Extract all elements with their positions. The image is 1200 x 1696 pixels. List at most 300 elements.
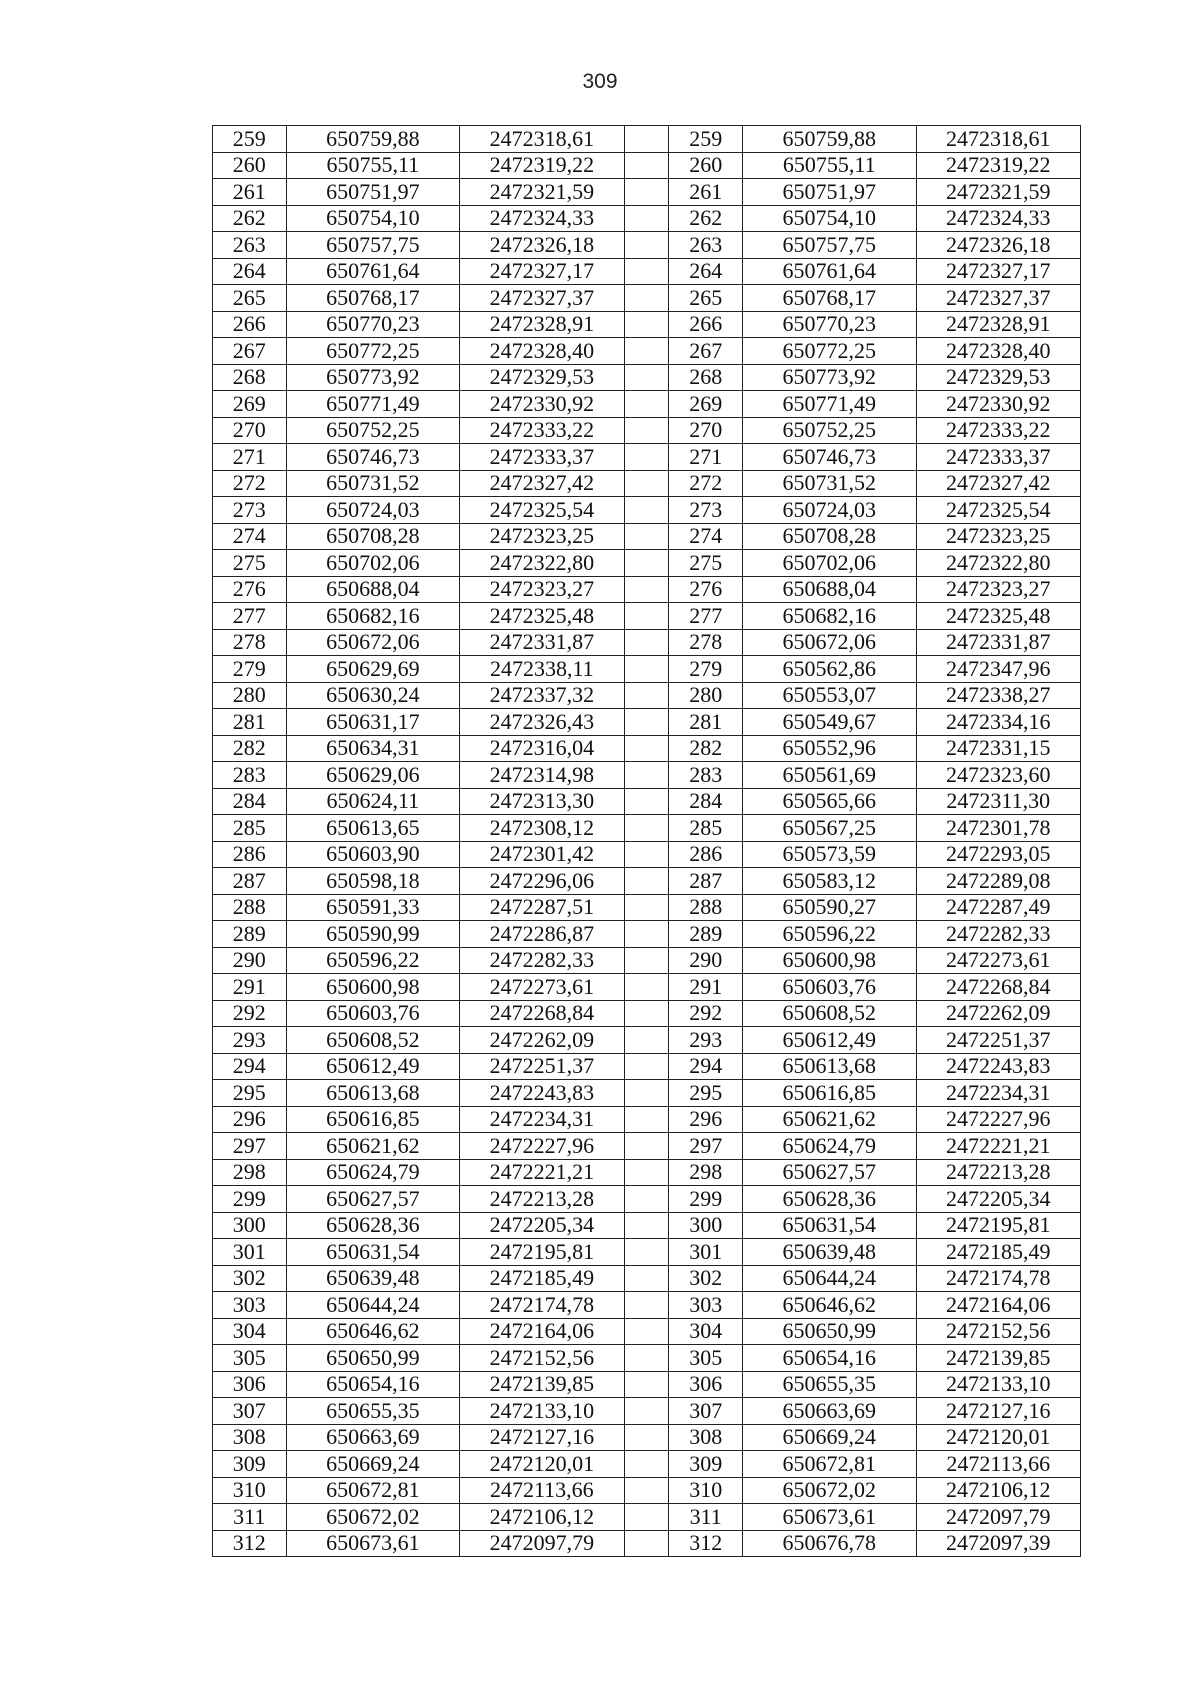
point-number-right: 272 [669, 470, 743, 497]
table-row [213, 1398, 1081, 1425]
y-coordinate-left: 2472234,31 [460, 1106, 624, 1133]
point-number-left: 303 [213, 1292, 287, 1319]
separator-cell [624, 1053, 669, 1080]
y-coordinate-right: 2472323,25 [916, 523, 1080, 550]
point-number-right: 287 [669, 868, 743, 895]
y-coordinate-right: 2472262,09 [916, 1000, 1080, 1027]
table-row [213, 364, 1081, 391]
point-number-left: 296 [213, 1106, 287, 1133]
point-number-right: 310 [669, 1477, 743, 1504]
separator-cell [624, 709, 669, 736]
point-number-right: 288 [669, 894, 743, 921]
point-number-left: 305 [213, 1345, 287, 1372]
y-coordinate-left: 2472338,11 [460, 656, 624, 683]
y-coordinate-left: 2472333,22 [460, 417, 624, 444]
y-coordinate-right: 2472139,85 [916, 1345, 1080, 1372]
y-coordinate-right: 2472287,49 [916, 894, 1080, 921]
separator-cell [624, 841, 669, 868]
point-number-right: 278 [669, 629, 743, 656]
x-coordinate-left: 650752,25 [286, 417, 460, 444]
point-number-right: 277 [669, 603, 743, 630]
y-coordinate-left: 2472329,53 [460, 364, 624, 391]
y-coordinate-left: 2472268,84 [460, 1000, 624, 1027]
separator-cell [624, 1159, 669, 1186]
y-coordinate-left: 2472301,42 [460, 841, 624, 868]
x-coordinate-right: 650682,16 [742, 603, 916, 630]
y-coordinate-left: 2472152,56 [460, 1345, 624, 1372]
y-coordinate-right: 2472311,30 [916, 788, 1080, 815]
point-number-right: 289 [669, 921, 743, 948]
x-coordinate-right: 650761,64 [742, 258, 916, 285]
x-coordinate-left: 650590,99 [286, 921, 460, 948]
separator-cell [624, 364, 669, 391]
point-number-left: 261 [213, 179, 287, 206]
y-coordinate-right: 2472251,37 [916, 1027, 1080, 1054]
point-number-left: 283 [213, 762, 287, 789]
x-coordinate-left: 650771,49 [286, 391, 460, 418]
y-coordinate-right: 2472321,59 [916, 179, 1080, 206]
separator-cell [624, 126, 669, 153]
x-coordinate-right: 650676,78 [742, 1530, 916, 1557]
table-row [213, 152, 1081, 179]
point-number-right: 295 [669, 1080, 743, 1107]
point-number-left: 298 [213, 1159, 287, 1186]
x-coordinate-right: 650600,98 [742, 947, 916, 974]
y-coordinate-right: 2472152,56 [916, 1318, 1080, 1345]
y-coordinate-left: 2472326,43 [460, 709, 624, 736]
x-coordinate-left: 650608,52 [286, 1027, 460, 1054]
x-coordinate-left: 650628,36 [286, 1212, 460, 1239]
separator-cell [624, 1212, 669, 1239]
y-coordinate-right: 2472319,22 [916, 152, 1080, 179]
separator-cell [624, 1371, 669, 1398]
separator-cell [624, 258, 669, 285]
x-coordinate-right: 650708,28 [742, 523, 916, 550]
x-coordinate-right: 650565,66 [742, 788, 916, 815]
point-number-left: 306 [213, 1371, 287, 1398]
y-coordinate-right: 2472334,16 [916, 709, 1080, 736]
point-number-right: 267 [669, 338, 743, 365]
y-coordinate-right: 2472282,33 [916, 921, 1080, 948]
y-coordinate-left: 2472325,48 [460, 603, 624, 630]
x-coordinate-left: 650650,99 [286, 1345, 460, 1372]
y-coordinate-left: 2472323,27 [460, 576, 624, 603]
x-coordinate-right: 650627,57 [742, 1159, 916, 1186]
y-coordinate-right: 2472164,06 [916, 1292, 1080, 1319]
table-row [213, 550, 1081, 577]
point-number-right: 274 [669, 523, 743, 550]
x-coordinate-right: 650688,04 [742, 576, 916, 603]
x-coordinate-left: 650630,24 [286, 682, 460, 709]
point-number-left: 268 [213, 364, 287, 391]
table-row [213, 629, 1081, 656]
x-coordinate-left: 650646,62 [286, 1318, 460, 1345]
table-row [213, 1451, 1081, 1478]
x-coordinate-left: 650612,49 [286, 1053, 460, 1080]
x-coordinate-right: 650603,76 [742, 974, 916, 1001]
x-coordinate-right: 650561,69 [742, 762, 916, 789]
table-row [213, 1212, 1081, 1239]
y-coordinate-right: 2472106,12 [916, 1477, 1080, 1504]
y-coordinate-right: 2472325,54 [916, 497, 1080, 524]
y-coordinate-right: 2472324,33 [916, 205, 1080, 232]
y-coordinate-left: 2472321,59 [460, 179, 624, 206]
point-number-left: 308 [213, 1424, 287, 1451]
y-coordinate-left: 2472314,98 [460, 762, 624, 789]
point-number-left: 290 [213, 947, 287, 974]
point-number-right: 264 [669, 258, 743, 285]
x-coordinate-right: 650613,68 [742, 1053, 916, 1080]
point-number-left: 297 [213, 1133, 287, 1160]
y-coordinate-left: 2472327,17 [460, 258, 624, 285]
table-row [213, 258, 1081, 285]
point-number-left: 295 [213, 1080, 287, 1107]
x-coordinate-left: 650596,22 [286, 947, 460, 974]
table-row [213, 921, 1081, 948]
point-number-left: 277 [213, 603, 287, 630]
coordinates-table-body [213, 126, 1081, 1557]
point-number-right: 305 [669, 1345, 743, 1372]
point-number-right: 259 [669, 126, 743, 153]
separator-cell [624, 1027, 669, 1054]
point-number-right: 275 [669, 550, 743, 577]
point-number-right: 303 [669, 1292, 743, 1319]
point-number-right: 283 [669, 762, 743, 789]
point-number-left: 267 [213, 338, 287, 365]
separator-cell [624, 1080, 669, 1107]
point-number-left: 299 [213, 1186, 287, 1213]
coordinates-table [212, 125, 1081, 1557]
separator-cell [624, 1133, 669, 1160]
point-number-left: 294 [213, 1053, 287, 1080]
x-coordinate-left: 650629,06 [286, 762, 460, 789]
point-number-right: 293 [669, 1027, 743, 1054]
x-coordinate-left: 650600,98 [286, 974, 460, 1001]
separator-cell [624, 1451, 669, 1478]
point-number-right: 308 [669, 1424, 743, 1451]
point-number-left: 286 [213, 841, 287, 868]
point-number-right: 297 [669, 1133, 743, 1160]
x-coordinate-left: 650629,69 [286, 656, 460, 683]
x-coordinate-left: 650616,85 [286, 1106, 460, 1133]
y-coordinate-left: 2472133,10 [460, 1398, 624, 1425]
x-coordinate-left: 650672,06 [286, 629, 460, 656]
point-number-left: 260 [213, 152, 287, 179]
y-coordinate-left: 2472097,79 [460, 1530, 624, 1557]
point-number-left: 289 [213, 921, 287, 948]
table-row [213, 1053, 1081, 1080]
y-coordinate-left: 2472213,28 [460, 1186, 624, 1213]
x-coordinate-left: 650772,25 [286, 338, 460, 365]
x-coordinate-right: 650590,27 [742, 894, 916, 921]
separator-cell [624, 868, 669, 895]
x-coordinate-right: 650731,52 [742, 470, 916, 497]
point-number-left: 280 [213, 682, 287, 709]
point-number-right: 262 [669, 205, 743, 232]
point-number-right: 290 [669, 947, 743, 974]
x-coordinate-left: 650773,92 [286, 364, 460, 391]
separator-cell [624, 762, 669, 789]
point-number-right: 269 [669, 391, 743, 418]
table-row [213, 1000, 1081, 1027]
y-coordinate-left: 2472251,37 [460, 1053, 624, 1080]
table-row [213, 1371, 1081, 1398]
y-coordinate-right: 2472325,48 [916, 603, 1080, 630]
x-coordinate-right: 650553,07 [742, 682, 916, 709]
table-row [213, 1186, 1081, 1213]
point-number-right: 280 [669, 682, 743, 709]
separator-cell [624, 921, 669, 948]
y-coordinate-right: 2472331,87 [916, 629, 1080, 656]
x-coordinate-right: 650770,23 [742, 311, 916, 338]
y-coordinate-left: 2472331,87 [460, 629, 624, 656]
x-coordinate-right: 650772,25 [742, 338, 916, 365]
x-coordinate-left: 650591,33 [286, 894, 460, 921]
point-number-right: 285 [669, 815, 743, 842]
separator-cell [624, 1292, 669, 1319]
point-number-right: 263 [669, 232, 743, 259]
x-coordinate-right: 650755,11 [742, 152, 916, 179]
table-row [213, 1345, 1081, 1372]
y-coordinate-right: 2472195,81 [916, 1212, 1080, 1239]
y-coordinate-right: 2472243,83 [916, 1053, 1080, 1080]
table-row [213, 126, 1081, 153]
y-coordinate-right: 2472268,84 [916, 974, 1080, 1001]
y-coordinate-right: 2472326,18 [916, 232, 1080, 259]
table-row [213, 179, 1081, 206]
x-coordinate-left: 650759,88 [286, 126, 460, 153]
separator-cell [624, 788, 669, 815]
y-coordinate-left: 2472227,96 [460, 1133, 624, 1160]
y-coordinate-left: 2472325,54 [460, 497, 624, 524]
table-row [213, 576, 1081, 603]
x-coordinate-left: 650708,28 [286, 523, 460, 550]
x-coordinate-left: 650663,69 [286, 1424, 460, 1451]
y-coordinate-left: 2472327,42 [460, 470, 624, 497]
point-number-left: 270 [213, 417, 287, 444]
x-coordinate-right: 650757,75 [742, 232, 916, 259]
table-row [213, 497, 1081, 524]
point-number-left: 266 [213, 311, 287, 338]
y-coordinate-right: 2472120,01 [916, 1424, 1080, 1451]
y-coordinate-right: 2472327,42 [916, 470, 1080, 497]
x-coordinate-left: 650621,62 [286, 1133, 460, 1160]
x-coordinate-right: 650583,12 [742, 868, 916, 895]
x-coordinate-right: 650608,52 [742, 1000, 916, 1027]
point-number-left: 312 [213, 1530, 287, 1557]
x-coordinate-left: 650655,35 [286, 1398, 460, 1425]
point-number-right: 311 [669, 1504, 743, 1531]
point-number-right: 298 [669, 1159, 743, 1186]
x-coordinate-left: 650731,52 [286, 470, 460, 497]
table-row [213, 391, 1081, 418]
separator-cell [624, 285, 669, 312]
y-coordinate-right: 2472113,66 [916, 1451, 1080, 1478]
point-number-left: 287 [213, 868, 287, 895]
x-coordinate-right: 650655,35 [742, 1371, 916, 1398]
table-row [213, 1106, 1081, 1133]
table-row [213, 656, 1081, 683]
y-coordinate-left: 2472327,37 [460, 285, 624, 312]
separator-cell [624, 1000, 669, 1027]
table-row [213, 947, 1081, 974]
x-coordinate-left: 650631,17 [286, 709, 460, 736]
x-coordinate-right: 650612,49 [742, 1027, 916, 1054]
y-coordinate-right: 2472273,61 [916, 947, 1080, 974]
table-row [213, 841, 1081, 868]
y-coordinate-left: 2472328,40 [460, 338, 624, 365]
y-coordinate-right: 2472327,17 [916, 258, 1080, 285]
y-coordinate-right: 2472333,22 [916, 417, 1080, 444]
y-coordinate-right: 2472127,16 [916, 1398, 1080, 1425]
y-coordinate-right: 2472227,96 [916, 1106, 1080, 1133]
y-coordinate-left: 2472322,80 [460, 550, 624, 577]
point-number-left: 307 [213, 1398, 287, 1425]
point-number-left: 288 [213, 894, 287, 921]
point-number-left: 281 [213, 709, 287, 736]
point-number-left: 304 [213, 1318, 287, 1345]
table-row [213, 1159, 1081, 1186]
y-coordinate-left: 2472296,06 [460, 868, 624, 895]
table-row [213, 1292, 1081, 1319]
point-number-left: 292 [213, 1000, 287, 1027]
x-coordinate-left: 650755,11 [286, 152, 460, 179]
y-coordinate-left: 2472205,34 [460, 1212, 624, 1239]
y-coordinate-right: 2472338,27 [916, 682, 1080, 709]
separator-cell [624, 1424, 669, 1451]
table-row [213, 285, 1081, 312]
point-number-left: 291 [213, 974, 287, 1001]
x-coordinate-left: 650598,18 [286, 868, 460, 895]
point-number-right: 304 [669, 1318, 743, 1345]
point-number-right: 291 [669, 974, 743, 1001]
separator-cell [624, 894, 669, 921]
table-row [213, 1318, 1081, 1345]
point-number-right: 286 [669, 841, 743, 868]
point-number-left: 264 [213, 258, 287, 285]
point-number-right: 307 [669, 1398, 743, 1425]
separator-cell [624, 232, 669, 259]
separator-cell [624, 682, 669, 709]
point-number-left: 273 [213, 497, 287, 524]
x-coordinate-right: 650562,86 [742, 656, 916, 683]
table-row [213, 523, 1081, 550]
x-coordinate-left: 650754,10 [286, 205, 460, 232]
point-number-left: 271 [213, 444, 287, 471]
point-number-left: 259 [213, 126, 287, 153]
x-coordinate-left: 650672,81 [286, 1477, 460, 1504]
y-coordinate-right: 2472323,27 [916, 576, 1080, 603]
y-coordinate-right: 2472323,60 [916, 762, 1080, 789]
separator-cell [624, 1265, 669, 1292]
point-number-right: 292 [669, 1000, 743, 1027]
y-coordinate-left: 2472139,85 [460, 1371, 624, 1398]
separator-cell [624, 656, 669, 683]
point-number-right: 260 [669, 152, 743, 179]
separator-cell [624, 1186, 669, 1213]
y-coordinate-left: 2472319,22 [460, 152, 624, 179]
y-coordinate-left: 2472326,18 [460, 232, 624, 259]
point-number-left: 263 [213, 232, 287, 259]
point-number-left: 310 [213, 1477, 287, 1504]
y-coordinate-left: 2472333,37 [460, 444, 624, 471]
point-number-left: 300 [213, 1212, 287, 1239]
point-number-left: 278 [213, 629, 287, 656]
separator-cell [624, 311, 669, 338]
point-number-left: 272 [213, 470, 287, 497]
page-number: 309 [582, 70, 618, 93]
y-coordinate-right: 2472318,61 [916, 126, 1080, 153]
separator-cell [624, 417, 669, 444]
point-number-right: 309 [669, 1451, 743, 1478]
table-row [213, 709, 1081, 736]
y-coordinate-right: 2472097,39 [916, 1530, 1080, 1557]
separator-cell [624, 1398, 669, 1425]
x-coordinate-right: 650644,24 [742, 1265, 916, 1292]
point-number-right: 284 [669, 788, 743, 815]
point-number-left: 309 [213, 1451, 287, 1478]
table-row [213, 444, 1081, 471]
point-number-right: 276 [669, 576, 743, 603]
table-row [213, 1133, 1081, 1160]
x-coordinate-right: 650628,36 [742, 1186, 916, 1213]
y-coordinate-left: 2472282,33 [460, 947, 624, 974]
y-coordinate-left: 2472164,06 [460, 1318, 624, 1345]
y-coordinate-right: 2472185,49 [916, 1239, 1080, 1266]
table-row [213, 603, 1081, 630]
point-number-left: 274 [213, 523, 287, 550]
separator-cell [624, 576, 669, 603]
point-number-left: 279 [213, 656, 287, 683]
separator-cell [624, 523, 669, 550]
separator-cell [624, 1318, 669, 1345]
separator-cell [624, 338, 669, 365]
x-coordinate-left: 650624,79 [286, 1159, 460, 1186]
table-row [213, 788, 1081, 815]
y-coordinate-left: 2472323,25 [460, 523, 624, 550]
x-coordinate-left: 650627,57 [286, 1186, 460, 1213]
y-coordinate-left: 2472195,81 [460, 1239, 624, 1266]
x-coordinate-left: 650688,04 [286, 576, 460, 603]
x-coordinate-right: 650646,62 [742, 1292, 916, 1319]
x-coordinate-right: 650672,06 [742, 629, 916, 656]
y-coordinate-right: 2472097,79 [916, 1504, 1080, 1531]
separator-cell [624, 444, 669, 471]
y-coordinate-right: 2472289,08 [916, 868, 1080, 895]
point-number-left: 275 [213, 550, 287, 577]
table-row [213, 1080, 1081, 1107]
x-coordinate-left: 650672,02 [286, 1504, 460, 1531]
x-coordinate-right: 650724,03 [742, 497, 916, 524]
x-coordinate-right: 650673,61 [742, 1504, 916, 1531]
x-coordinate-left: 650770,23 [286, 311, 460, 338]
separator-cell [624, 1345, 669, 1372]
y-coordinate-right: 2472174,78 [916, 1265, 1080, 1292]
x-coordinate-left: 650603,76 [286, 1000, 460, 1027]
separator-cell [624, 947, 669, 974]
point-number-left: 265 [213, 285, 287, 312]
x-coordinate-left: 650603,90 [286, 841, 460, 868]
separator-cell [624, 735, 669, 762]
point-number-right: 271 [669, 444, 743, 471]
point-number-left: 276 [213, 576, 287, 603]
x-coordinate-left: 650768,17 [286, 285, 460, 312]
x-coordinate-right: 650754,10 [742, 205, 916, 232]
y-coordinate-left: 2472287,51 [460, 894, 624, 921]
separator-cell [624, 1239, 669, 1266]
x-coordinate-left: 650634,31 [286, 735, 460, 762]
y-coordinate-right: 2472213,28 [916, 1159, 1080, 1186]
